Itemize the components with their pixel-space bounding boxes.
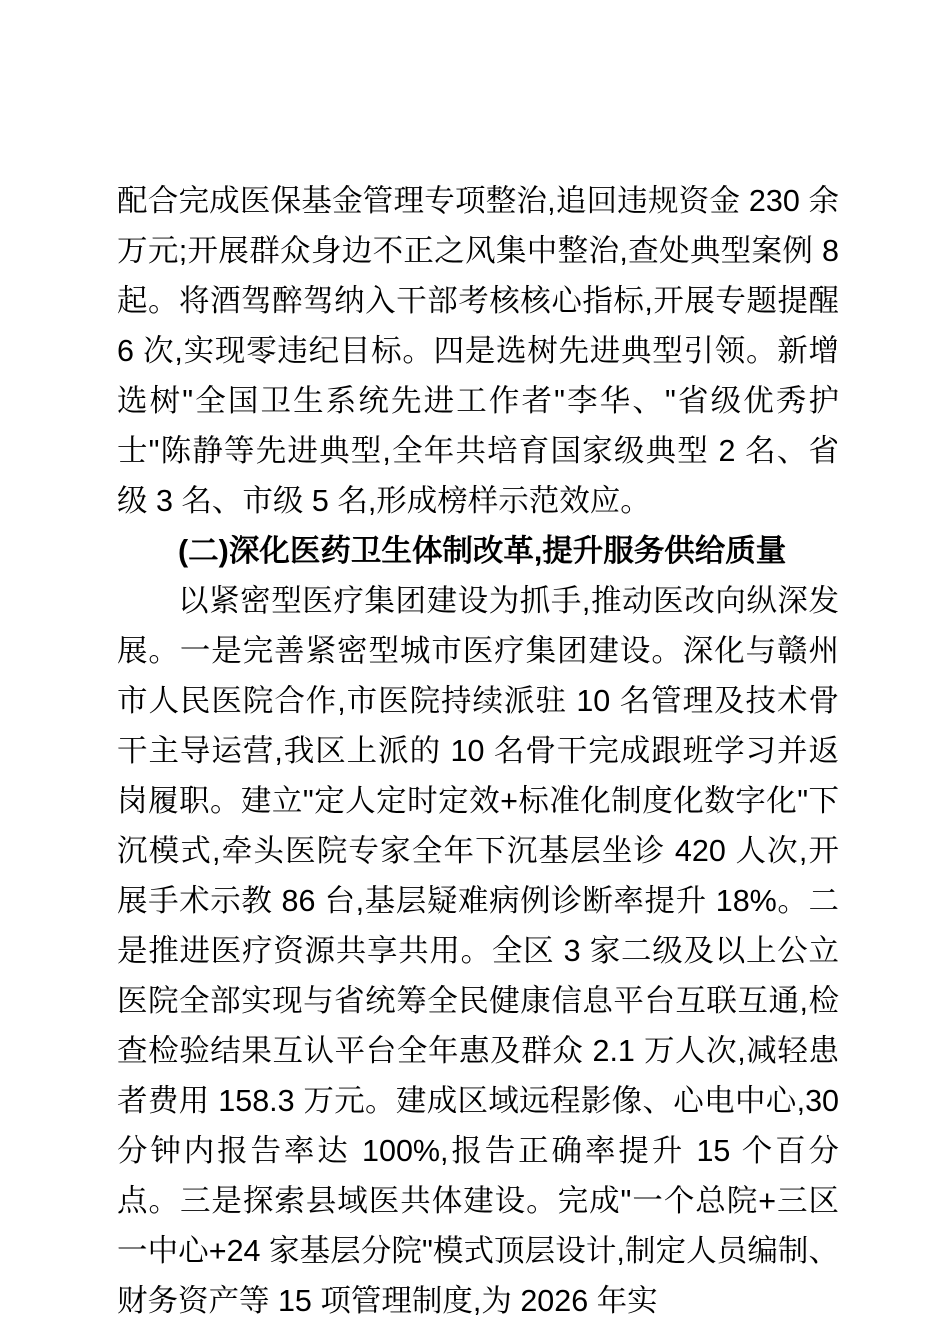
document-text-column — [117, 176, 839, 1326]
paragraph-healthcare-reform: 以紧密型医疗集团建设为抓手,推动医改向纵深发展。一是完善紧密型城市医疗集团建设。深化与赣州市人民医院合作,市医院持续派驻 10 名管理及技术骨干主导运营,我区上派的 10 名骨干完成跟班学习并返岗履职。建立"定人定时定效+标准化制度化数字化"下沉模式,牵头医院专家全年下沉基层坐诊 420 人次,开展手术示教 86 台,基层疑难病例诊断率提升 18%。二是推进医疗资源共享共用。全区 3 家二级及以上公立医院全部实现与省统筹全民健康信息平台互联互通,检查检验结果互认平台全年惠及群众 2.1 万人次,减轻患者费用 158.3 万元。建成区域远程影像、心电中心,30 分钟内报告率达 100%,报告正确率提升 15 个百分点。三是探索县域医共体建设。完成"一个总院+三区一中心+24 家基层分院"模式顶层设计,制定人员编制、财务资产等 15 项管理制度,为 2026 年实 — [117, 584, 839, 1318]
paragraph-discipline-inspection: 配合完成医保基金管理专项整治,追回违规资金 230 余万元;开展群众身边不正之风集中整治,查处典型案例 8 起。将酒驾醉驾纳入干部考核核心指标,开展专题提醒 6 次,实现零违纪目标。四是选树先进典型引领。新增选树"全国卫生系统先进工作者"李华、"省级优秀护士"陈静等先进典型,全年共培育国家级典型 2 名、省级 3 名、市级 5 名,形成榜样示范效应。 — [117, 184, 839, 518]
section-heading-two: (二)深化医药卫生体制改革,提升服务供给质量 — [178, 534, 787, 568]
